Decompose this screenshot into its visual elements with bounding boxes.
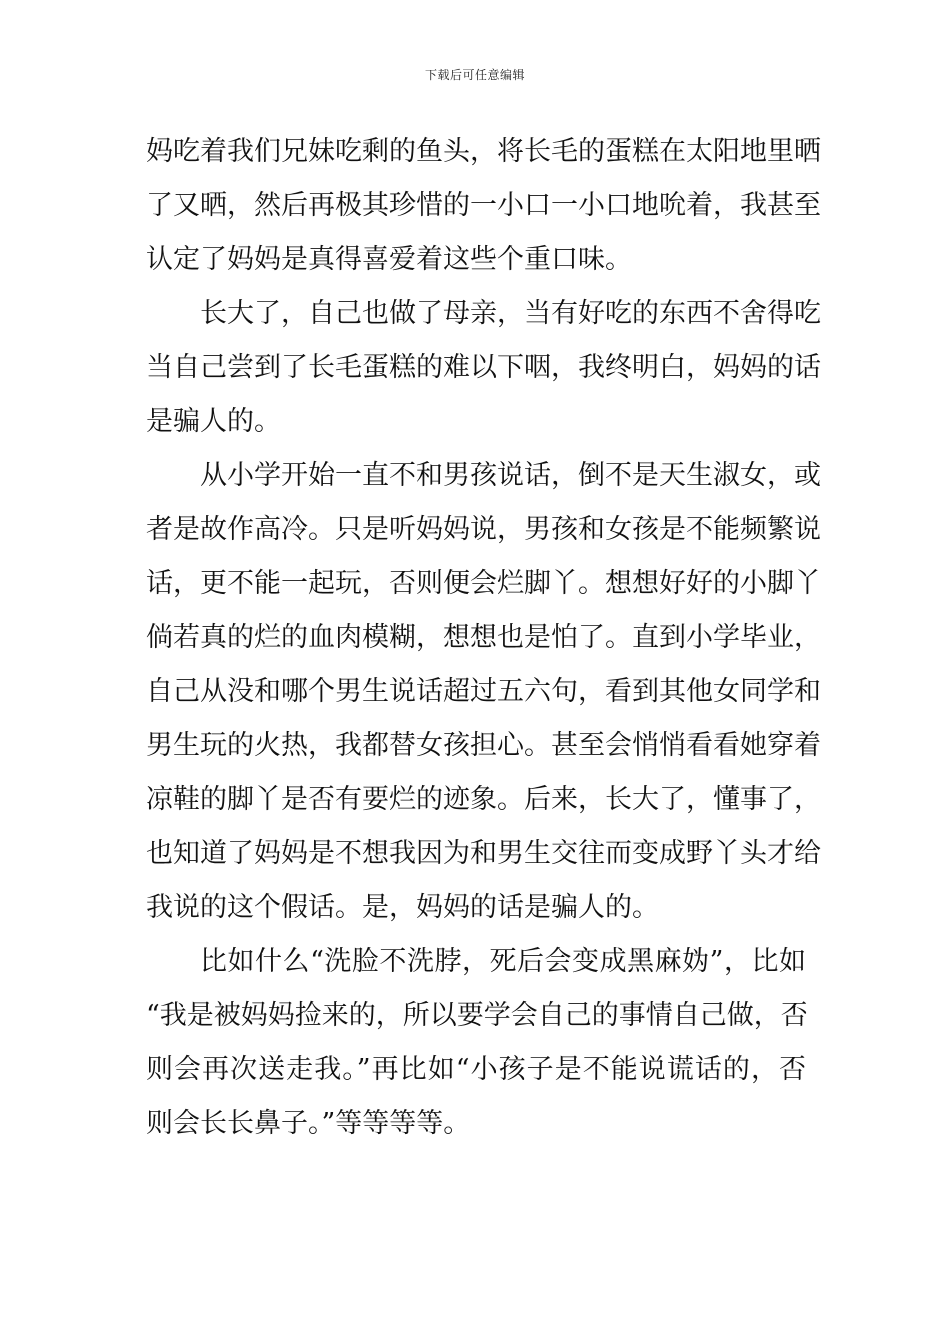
text-line: 男生玩的火热，我都替女孩担心。甚至会悄悄看看她穿着 xyxy=(146,730,821,761)
text-line: 也知道了妈妈是不想我因为和男生交往而变成野丫头才给 xyxy=(146,838,821,869)
page-header: 下载后可任意编辑 xyxy=(424,68,525,82)
text-line: 长大了，自己也做了母亲，当有好吃的东西不舍得吃 xyxy=(200,298,821,329)
text-line: 自己从没和哪个男生说话超过五六句，看到其他女同学和 xyxy=(146,676,821,707)
text-line: 我说的这个假话。是，妈妈的话是骗人的。 xyxy=(146,892,659,923)
text-line: 则会再次送走我。”再比如“小孩子是不能说谎话的，否 xyxy=(146,1054,806,1085)
text-line: 话，更不能一起玩，否则便会烂脚丫。想想好好的小脚丫 xyxy=(146,568,821,599)
document-body xyxy=(146,125,821,1151)
paragraph xyxy=(146,125,821,287)
paragraph xyxy=(146,935,806,1151)
text-line: 了又晒，然后再极其珍惜的一小口一小口地吮着，我甚至 xyxy=(146,190,821,221)
text-line: 则会长长鼻子。”等等等等。 xyxy=(146,1108,471,1139)
text-line: 比如什么“洗脸不洗脖，死后会变成黑麻妫”，比如 xyxy=(200,946,806,977)
paragraph xyxy=(146,449,821,935)
text-line: 认定了妈妈是真得喜爱着这些个重口味。 xyxy=(146,244,632,275)
text-line: 者是故作高冷。只是听妈妈说，男孩和女孩是不能频繁说 xyxy=(146,514,821,545)
text-line: 当自己尝到了长毛蛋糕的难以下咽，我终明白，妈妈的话 xyxy=(146,352,821,383)
text-line: “我是被妈妈捡来的，所以要学会自己的事情自己做，否 xyxy=(146,1000,808,1031)
text-line: 从小学开始一直不和男孩说话，倒不是天生淑女，或 xyxy=(200,460,821,491)
text-line: 倘若真的烂的血肉模糊，想想也是怕了。直到小学毕业， xyxy=(146,622,821,653)
paragraph xyxy=(146,287,821,449)
text-line: 凉鞋的脚丫是否有要烂的迹象。后来，长大了，懂事了， xyxy=(146,784,821,815)
text-line: 妈吃着我们兄妹吃剩的鱼头，将长毛的蛋糕在太阳地里晒 xyxy=(146,136,821,167)
text-line: 是骗人的。 xyxy=(146,406,281,437)
